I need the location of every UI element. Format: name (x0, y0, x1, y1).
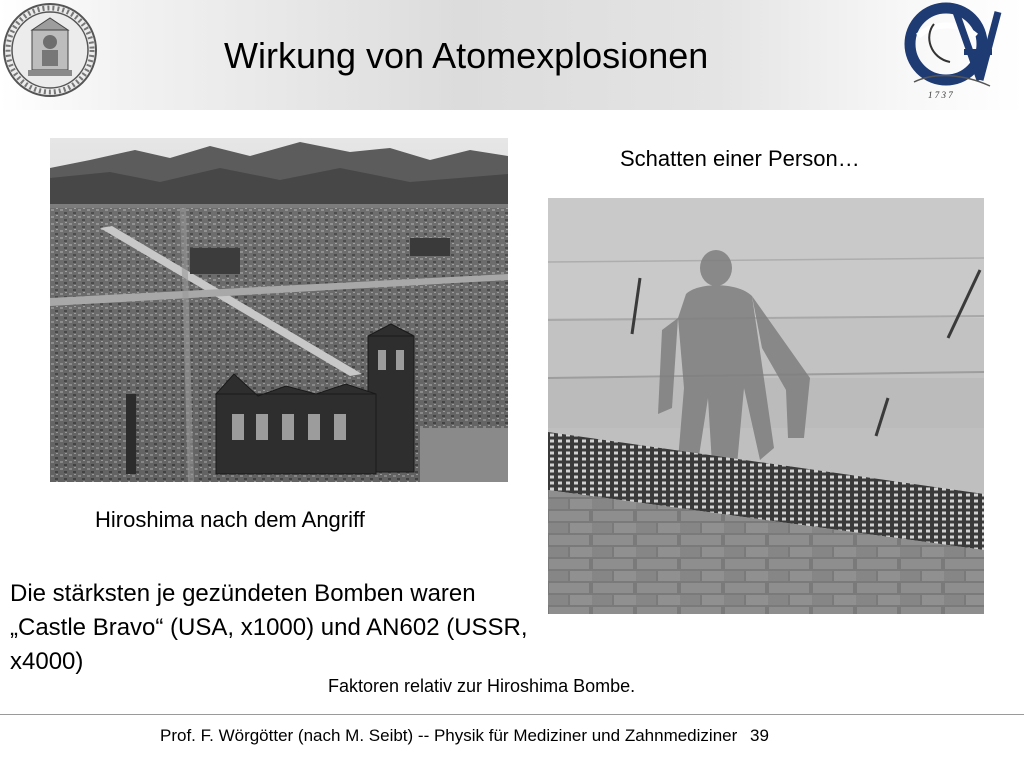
bombs-text: Die stärksten je gezündeten Bomben waren „Castle Bravo“ (USA, x1000) und AN602 (USSR, x4000) (10, 580, 528, 675)
university-seal-logo (2, 2, 98, 98)
shadow-caption: Schatten einer Person… (620, 146, 860, 171)
hiroshima-ruins-photo (50, 138, 508, 482)
factor-note: Faktoren relativ zur Hiroshima Bombe. (328, 676, 636, 696)
footer-credit: Prof. F. Wörgötter (nach M. Seibt) -- Physik für Mediziner und Zahnmediziner (160, 726, 738, 745)
svg-text:1 7 3 7: 1 7 3 7 (928, 90, 953, 100)
footer (160, 726, 769, 746)
slide-title: Wirkung von Atomexplosionen (224, 35, 709, 76)
page-number: 39 (750, 726, 769, 745)
person-shadow-photo (548, 198, 984, 614)
footer-divider (0, 714, 1024, 715)
hiroshima-caption: Hiroshima nach dem Angriff (95, 507, 365, 532)
ga-monogram-logo (894, 2, 1006, 102)
